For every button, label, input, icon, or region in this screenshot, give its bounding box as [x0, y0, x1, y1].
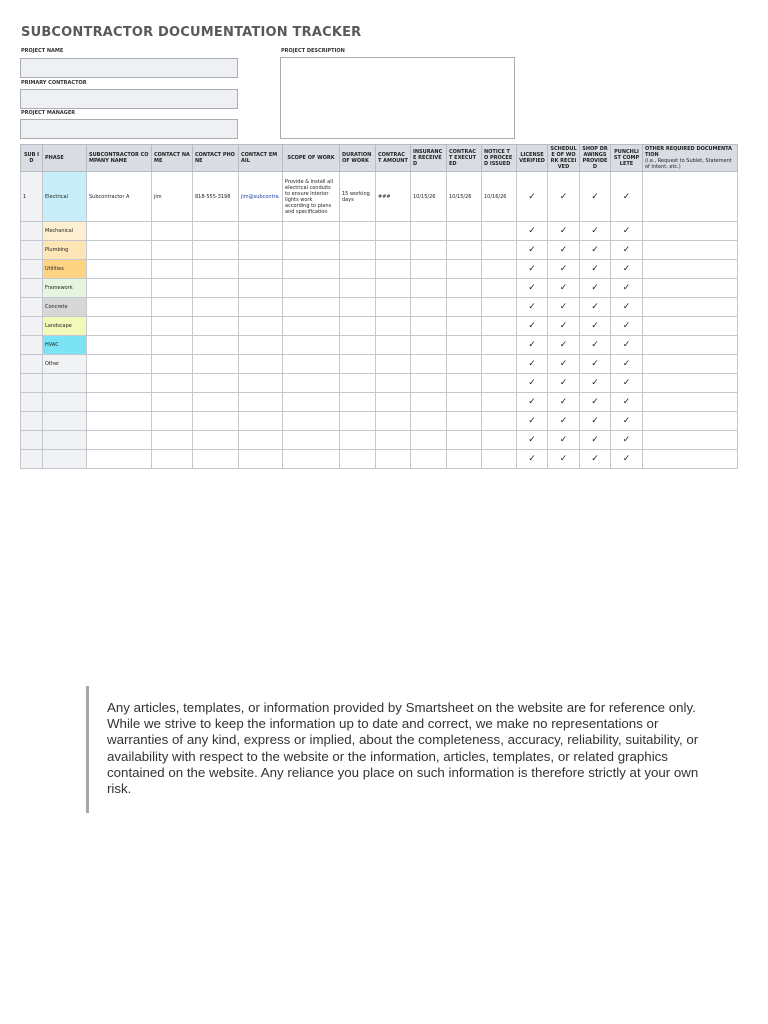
cell-contract-amount[interactable] — [376, 260, 411, 279]
cell-ntp[interactable] — [482, 222, 517, 241]
col-header-insurance: INSURANCE RECEIVED — [411, 145, 447, 172]
check-license-icon[interactable]: ✓ — [517, 336, 548, 355]
check-schedule-icon[interactable]: ✓ — [548, 241, 580, 260]
col-header-license: LICENSE VERIFIED — [517, 145, 548, 172]
check-schedule-icon[interactable]: ✓ — [548, 298, 580, 317]
cell-scope[interactable] — [283, 431, 340, 450]
cell-contract-executed[interactable] — [447, 298, 482, 317]
cell-insurance[interactable] — [411, 241, 447, 260]
project-description-label: PROJECT DESCRIPTION — [281, 48, 345, 54]
cell-ntp[interactable] — [482, 412, 517, 431]
cell-ntp[interactable] — [482, 450, 517, 469]
check-license-icon[interactable]: ✓ — [517, 431, 548, 450]
cell-contract-executed[interactable] — [447, 336, 482, 355]
check-punchlist-icon[interactable]: ✓ — [611, 298, 643, 317]
cell-company[interactable] — [87, 393, 152, 412]
cell-contract-executed[interactable] — [447, 393, 482, 412]
cell-phase[interactable]: Utilities — [43, 260, 87, 279]
col-header-contract-executed: CONTRACT EXECUTED — [447, 145, 482, 172]
cell-phase[interactable]: Landscape — [43, 317, 87, 336]
cell-duration[interactable] — [340, 336, 376, 355]
project-name-input[interactable] — [20, 58, 238, 78]
cell-contact-name[interactable] — [152, 374, 193, 393]
cell-insurance[interactable] — [411, 336, 447, 355]
table-row — [21, 241, 738, 260]
check-license-icon[interactable]: ✓ — [517, 241, 548, 260]
cell-scope[interactable] — [283, 336, 340, 355]
cell-duration[interactable] — [340, 431, 376, 450]
cell-phase[interactable]: Framework — [43, 279, 87, 298]
cell-contact-email[interactable] — [239, 355, 283, 374]
check-schedule-icon[interactable]: ✓ — [548, 260, 580, 279]
cell-contact-name[interactable] — [152, 241, 193, 260]
cell-duration[interactable] — [340, 393, 376, 412]
col-header-sub-id: SUB ID — [21, 145, 43, 172]
cell-contact-email[interactable] — [239, 279, 283, 298]
cell-ntp[interactable] — [482, 393, 517, 412]
check-shop-drawings-icon[interactable]: ✓ — [580, 298, 611, 317]
cell-contract-executed[interactable] — [447, 374, 482, 393]
cell-scope[interactable] — [283, 260, 340, 279]
check-punchlist-icon[interactable]: ✓ — [611, 336, 643, 355]
check-punchlist-icon[interactable]: ✓ — [611, 222, 643, 241]
cell-phase[interactable] — [43, 393, 87, 412]
col-header-punchlist: PUNCHLIST COMPLETE — [611, 145, 643, 172]
cell-contact-phone[interactable] — [193, 355, 239, 374]
check-shop-drawings-icon[interactable]: ✓ — [580, 431, 611, 450]
check-license-icon[interactable]: ✓ — [517, 172, 548, 222]
cell-scope[interactable] — [283, 374, 340, 393]
cell-sub-id[interactable] — [21, 260, 43, 279]
cell-contract-executed[interactable] — [447, 279, 482, 298]
cell-contact-name[interactable] — [152, 355, 193, 374]
cell-insurance[interactable] — [411, 355, 447, 374]
cell-duration[interactable] — [340, 298, 376, 317]
check-shop-drawings-icon[interactable]: ✓ — [580, 172, 611, 222]
cell-scope[interactable] — [283, 241, 340, 260]
check-schedule-icon[interactable]: ✓ — [548, 355, 580, 374]
table-row — [21, 393, 738, 412]
table-row — [21, 279, 738, 298]
cell-contact-email[interactable] — [239, 450, 283, 469]
cell-contact-phone[interactable] — [193, 336, 239, 355]
cell-contact-email[interactable] — [239, 431, 283, 450]
cell-ntp[interactable] — [482, 241, 517, 260]
check-license-icon[interactable]: ✓ — [517, 374, 548, 393]
disclaimer-text: Any articles, templates, or information provided by Smartsheet on the website are for reference only. While we strive to keep the information up to date and correct, we make no representations or warranties of any kind, express or implied, about the completeness, accuracy, reliability, suitability, or availability with respect to the website or the information, articles, templates, or related graphics contained on the website. Any reliance you place on such information is therefore strictly at your own risk. — [86, 686, 711, 813]
cell-company[interactable] — [87, 412, 152, 431]
cell-sub-id[interactable] — [21, 393, 43, 412]
cell-company[interactable] — [87, 431, 152, 450]
project-description-input[interactable] — [280, 57, 515, 139]
cell-duration[interactable] — [340, 355, 376, 374]
col-header-other-docs — [643, 145, 738, 172]
cell-contract-executed[interactable] — [447, 355, 482, 374]
cell-other-docs[interactable] — [643, 298, 738, 317]
cell-contract-amount[interactable] — [376, 222, 411, 241]
cell-contact-name[interactable]: jim — [152, 172, 193, 222]
cell-ntp[interactable] — [482, 279, 517, 298]
project-manager-label: PROJECT MANAGER — [21, 110, 76, 116]
check-shop-drawings-icon[interactable]: ✓ — [580, 222, 611, 241]
cell-other-docs[interactable] — [643, 222, 738, 241]
cell-insurance[interactable] — [411, 374, 447, 393]
cell-ntp[interactable] — [482, 317, 517, 336]
cell-scope[interactable] — [283, 279, 340, 298]
table-row — [21, 336, 738, 355]
col-header-ntp: NOTICE TO PROCEED ISSUED — [482, 145, 517, 172]
check-schedule-icon[interactable]: ✓ — [548, 222, 580, 241]
table-row — [21, 298, 738, 317]
cell-company[interactable] — [87, 317, 152, 336]
check-punchlist-icon[interactable]: ✓ — [611, 241, 643, 260]
cell-contract-amount[interactable] — [376, 431, 411, 450]
cell-duration[interactable] — [340, 222, 376, 241]
cell-contract-executed[interactable] — [447, 222, 482, 241]
cell-contract-executed[interactable] — [447, 431, 482, 450]
cell-phase[interactable]: Mechanical — [43, 222, 87, 241]
cell-contact-phone[interactable] — [193, 241, 239, 260]
cell-insurance[interactable]: 10/15/26 — [411, 172, 447, 222]
cell-contact-phone[interactable] — [193, 222, 239, 241]
cell-other-docs[interactable] — [643, 412, 738, 431]
cell-scope[interactable] — [283, 393, 340, 412]
cell-sub-id[interactable] — [21, 431, 43, 450]
check-schedule-icon[interactable]: ✓ — [548, 450, 580, 469]
cell-contact-phone[interactable] — [193, 279, 239, 298]
cell-phase[interactable]: Concrete — [43, 298, 87, 317]
cell-company[interactable] — [87, 279, 152, 298]
cell-ntp[interactable] — [482, 355, 517, 374]
cell-sub-id[interactable] — [21, 412, 43, 431]
cell-duration[interactable] — [340, 241, 376, 260]
cell-other-docs[interactable] — [643, 355, 738, 374]
check-punchlist-icon[interactable]: ✓ — [611, 412, 643, 431]
check-license-icon[interactable]: ✓ — [517, 317, 548, 336]
cell-sub-id[interactable] — [21, 355, 43, 374]
cell-contact-email[interactable] — [239, 260, 283, 279]
check-schedule-icon[interactable]: ✓ — [548, 431, 580, 450]
cell-scope[interactable] — [283, 355, 340, 374]
check-shop-drawings-icon[interactable]: ✓ — [580, 241, 611, 260]
cell-contact-phone[interactable] — [193, 298, 239, 317]
cell-scope[interactable] — [283, 222, 340, 241]
cell-contact-name[interactable] — [152, 393, 193, 412]
cell-insurance[interactable] — [411, 412, 447, 431]
cell-ntp[interactable] — [482, 374, 517, 393]
cell-other-docs[interactable] — [643, 374, 738, 393]
cell-contact-phone[interactable] — [193, 431, 239, 450]
cell-duration[interactable] — [340, 374, 376, 393]
table-row — [21, 222, 738, 241]
check-punchlist-icon[interactable]: ✓ — [611, 450, 643, 469]
check-shop-drawings-icon[interactable]: ✓ — [580, 393, 611, 412]
check-punchlist-icon[interactable]: ✓ — [611, 172, 643, 222]
cell-sub-id[interactable] — [21, 279, 43, 298]
cell-ntp[interactable] — [482, 336, 517, 355]
check-shop-drawings-icon[interactable]: ✓ — [580, 412, 611, 431]
cell-contract-amount[interactable] — [376, 317, 411, 336]
table-header-row — [21, 145, 738, 172]
primary-contractor-label: PRIMARY CONTRACTOR — [21, 80, 87, 86]
col-header-schedule: SCHEDULE OF WORK RECEIVED — [548, 145, 580, 172]
cell-other-docs[interactable] — [643, 279, 738, 298]
cell-company[interactable] — [87, 336, 152, 355]
col-header-contact-email: CONTACT EMAIL — [239, 145, 283, 172]
cell-other-docs[interactable] — [643, 431, 738, 450]
cell-contract-amount[interactable]: ### — [376, 172, 411, 222]
check-schedule-icon[interactable]: ✓ — [548, 336, 580, 355]
cell-contact-email[interactable] — [239, 298, 283, 317]
cell-company[interactable] — [87, 241, 152, 260]
cell-other-docs[interactable] — [643, 241, 738, 260]
cell-contract-amount[interactable] — [376, 241, 411, 260]
cell-insurance[interactable] — [411, 450, 447, 469]
check-schedule-icon[interactable]: ✓ — [548, 172, 580, 222]
cell-phase[interactable]: Electrical — [43, 172, 87, 222]
cell-contact-name[interactable] — [152, 317, 193, 336]
check-shop-drawings-icon[interactable]: ✓ — [580, 317, 611, 336]
col-header-contract-amount: CONTRACT AMOUNT — [376, 145, 411, 172]
check-license-icon[interactable]: ✓ — [517, 355, 548, 374]
cell-scope[interactable] — [283, 317, 340, 336]
check-license-icon[interactable]: ✓ — [517, 450, 548, 469]
cell-contact-email[interactable] — [239, 241, 283, 260]
col-header-duration: DURATION OF WORK — [340, 145, 376, 172]
cell-contact-phone[interactable] — [193, 260, 239, 279]
cell-contact-email[interactable]: jim@subcontra — [239, 172, 283, 222]
check-schedule-icon[interactable]: ✓ — [548, 317, 580, 336]
cell-ntp[interactable] — [482, 431, 517, 450]
check-license-icon[interactable]: ✓ — [517, 393, 548, 412]
other-docs-subtitle: (i.e., Request to Sublet, Statement of Intent, etc.) — [645, 158, 732, 170]
cell-contact-email[interactable] — [239, 336, 283, 355]
cell-contact-name[interactable] — [152, 260, 193, 279]
check-schedule-icon[interactable]: ✓ — [548, 393, 580, 412]
cell-contact-name[interactable] — [152, 450, 193, 469]
cell-insurance[interactable] — [411, 431, 447, 450]
cell-duration[interactable] — [340, 450, 376, 469]
cell-phase[interactable]: Other — [43, 355, 87, 374]
check-punchlist-icon[interactable]: ✓ — [611, 260, 643, 279]
cell-scope[interactable]: Provide & install all electrical conduits to ensure interior lights work according to plans and specification — [283, 172, 340, 222]
check-punchlist-icon[interactable]: ✓ — [611, 355, 643, 374]
cell-duration[interactable] — [340, 412, 376, 431]
cell-contract-executed[interactable] — [447, 412, 482, 431]
cell-contract-executed[interactable] — [447, 241, 482, 260]
check-license-icon[interactable]: ✓ — [517, 222, 548, 241]
cell-phase[interactable] — [43, 374, 87, 393]
cell-contract-amount[interactable] — [376, 374, 411, 393]
cell-sub-id[interactable] — [21, 298, 43, 317]
check-shop-drawings-icon[interactable]: ✓ — [580, 260, 611, 279]
cell-duration[interactable] — [340, 317, 376, 336]
cell-contract-amount[interactable] — [376, 355, 411, 374]
check-shop-drawings-icon[interactable]: ✓ — [580, 450, 611, 469]
primary-contractor-input[interactable] — [20, 89, 238, 109]
cell-contract-amount[interactable] — [376, 450, 411, 469]
cell-other-docs[interactable] — [643, 393, 738, 412]
project-name-label: PROJECT NAME — [21, 48, 64, 54]
cell-other-docs[interactable] — [643, 172, 738, 222]
cell-ntp[interactable]: 10/16/26 — [482, 172, 517, 222]
cell-company[interactable] — [87, 260, 152, 279]
tracker-table — [20, 144, 738, 469]
cell-contract-amount[interactable] — [376, 298, 411, 317]
cell-sub-id[interactable] — [21, 336, 43, 355]
table-row — [21, 355, 738, 374]
cell-company[interactable] — [87, 298, 152, 317]
cell-contact-phone[interactable] — [193, 412, 239, 431]
cell-insurance[interactable] — [411, 279, 447, 298]
cell-contact-name[interactable] — [152, 431, 193, 450]
cell-company[interactable] — [87, 450, 152, 469]
cell-scope[interactable] — [283, 298, 340, 317]
cell-insurance[interactable] — [411, 222, 447, 241]
check-license-icon[interactable]: ✓ — [517, 412, 548, 431]
cell-contact-name[interactable] — [152, 222, 193, 241]
other-docs-title: OTHER REQUIRED DOCUMENTATION — [645, 146, 733, 158]
check-schedule-icon[interactable]: ✓ — [548, 412, 580, 431]
project-manager-input[interactable] — [20, 119, 238, 139]
table-row — [21, 260, 738, 279]
table-row — [21, 317, 738, 336]
cell-company[interactable] — [87, 355, 152, 374]
check-shop-drawings-icon[interactable]: ✓ — [580, 279, 611, 298]
check-punchlist-icon[interactable]: ✓ — [611, 431, 643, 450]
cell-contract-amount[interactable] — [376, 336, 411, 355]
cell-ntp[interactable] — [482, 298, 517, 317]
cell-other-docs[interactable] — [643, 336, 738, 355]
cell-other-docs[interactable] — [643, 317, 738, 336]
check-punchlist-icon[interactable]: ✓ — [611, 279, 643, 298]
cell-other-docs[interactable] — [643, 450, 738, 469]
check-schedule-icon[interactable]: ✓ — [548, 374, 580, 393]
check-license-icon[interactable]: ✓ — [517, 260, 548, 279]
cell-insurance[interactable] — [411, 317, 447, 336]
col-header-scope: SCOPE OF WORK — [283, 145, 340, 172]
cell-sub-id[interactable] — [21, 317, 43, 336]
col-header-contact-phone: CONTACT PHONE — [193, 145, 239, 172]
cell-duration[interactable] — [340, 279, 376, 298]
cell-duration[interactable]: 15 working days — [340, 172, 376, 222]
cell-contract-amount[interactable] — [376, 412, 411, 431]
check-punchlist-icon[interactable]: ✓ — [611, 317, 643, 336]
cell-contract-executed[interactable] — [447, 317, 482, 336]
col-header-contact-name: CONTACT NAME — [152, 145, 193, 172]
cell-phase[interactable]: HVAC — [43, 336, 87, 355]
cell-contract-executed[interactable]: 10/15/26 — [447, 172, 482, 222]
cell-contract-executed[interactable] — [447, 450, 482, 469]
table-row — [21, 431, 738, 450]
cell-contact-name[interactable] — [152, 279, 193, 298]
cell-contact-phone[interactable]: 818-555-3198 — [193, 172, 239, 222]
cell-contact-email[interactable] — [239, 393, 283, 412]
table-row — [21, 412, 738, 431]
check-license-icon[interactable]: ✓ — [517, 298, 548, 317]
check-shop-drawings-icon[interactable]: ✓ — [580, 355, 611, 374]
check-punchlist-icon[interactable]: ✓ — [611, 374, 643, 393]
table-row — [21, 450, 738, 469]
cell-contact-email[interactable] — [239, 374, 283, 393]
cell-insurance[interactable] — [411, 298, 447, 317]
cell-contact-email[interactable] — [239, 412, 283, 431]
cell-company[interactable]: Subcontractor A — [87, 172, 152, 222]
cell-contact-phone[interactable] — [193, 393, 239, 412]
cell-contact-phone[interactable] — [193, 450, 239, 469]
cell-contact-name[interactable] — [152, 336, 193, 355]
check-schedule-icon[interactable]: ✓ — [548, 279, 580, 298]
cell-contact-email[interactable] — [239, 317, 283, 336]
cell-duration[interactable] — [340, 260, 376, 279]
check-punchlist-icon[interactable]: ✓ — [611, 393, 643, 412]
cell-insurance[interactable] — [411, 393, 447, 412]
check-shop-drawings-icon[interactable]: ✓ — [580, 374, 611, 393]
cell-contact-name[interactable] — [152, 298, 193, 317]
cell-sub-id[interactable]: 1 — [21, 172, 43, 222]
cell-insurance[interactable] — [411, 260, 447, 279]
table-row — [21, 374, 738, 393]
cell-scope[interactable] — [283, 412, 340, 431]
cell-sub-id[interactable] — [21, 450, 43, 469]
check-shop-drawings-icon[interactable]: ✓ — [580, 336, 611, 355]
col-header-shop-drawings: SHOP DRAWINGS PROVIDED — [580, 145, 611, 172]
cell-company[interactable] — [87, 374, 152, 393]
col-header-phase: PHASE — [43, 145, 87, 172]
cell-sub-id[interactable] — [21, 241, 43, 260]
col-header-company: SUBCONTRACTOR COMPANY NAME — [87, 145, 152, 172]
cell-ntp[interactable] — [482, 260, 517, 279]
cell-contract-executed[interactable] — [447, 260, 482, 279]
cell-sub-id[interactable] — [21, 222, 43, 241]
cell-phase[interactable]: Plumbing — [43, 241, 87, 260]
cell-contract-amount[interactable] — [376, 279, 411, 298]
table-row — [21, 172, 738, 222]
cell-company[interactable] — [87, 222, 152, 241]
cell-sub-id[interactable] — [21, 374, 43, 393]
page-title: SUBCONTRACTOR DOCUMENTATION TRACKER — [21, 25, 362, 40]
cell-phase[interactable] — [43, 412, 87, 431]
cell-contact-phone[interactable] — [193, 374, 239, 393]
cell-other-docs[interactable] — [643, 260, 738, 279]
cell-phase[interactable] — [43, 431, 87, 450]
check-license-icon[interactable]: ✓ — [517, 279, 548, 298]
cell-scope[interactable] — [283, 450, 340, 469]
cell-contact-phone[interactable] — [193, 317, 239, 336]
cell-contact-name[interactable] — [152, 412, 193, 431]
cell-phase[interactable] — [43, 450, 87, 469]
cell-contact-email[interactable] — [239, 222, 283, 241]
cell-contract-amount[interactable] — [376, 393, 411, 412]
